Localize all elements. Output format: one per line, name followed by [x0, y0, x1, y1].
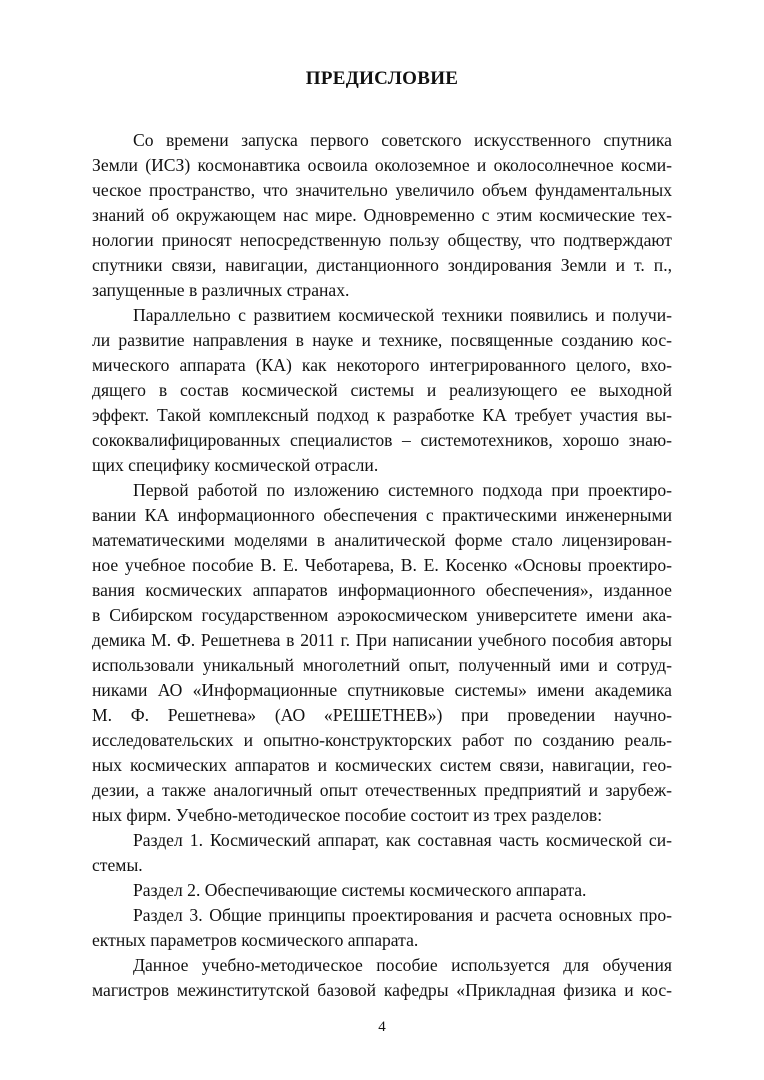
page-title: ПРЕДИСЛОВИЕ — [305, 68, 459, 89]
text-line: магистров межинститутской базовой кафедры «Прикладная физика и кос- — [92, 980, 672, 1000]
text-line: ектных параметров космического аппарата. — [92, 930, 419, 950]
text-line: вания космических аппаратов информационного обеспечения», изданное — [92, 580, 672, 600]
text-line: никами АО «Информационные спутниковые системы» имени академика — [92, 680, 672, 700]
text-line: спутники связи, навигации, дистанционного зондирования Земли и т. п., — [92, 255, 672, 275]
text-line: Данное учебно-методическое пособие используется для обучения — [133, 955, 672, 975]
text-line: знаний об окружающем нас мире. Одновременно с этим космические тех- — [92, 205, 672, 225]
text-line: ных космических аппаратов и космических систем связи, навигации, гео- — [92, 755, 672, 775]
text-line: мического аппарата (КА) как некоторого интегрированного целого, вхо- — [92, 355, 672, 375]
text-line: исследовательских и опытно-конструкторских работ по созданию реаль- — [92, 730, 672, 750]
text-line: использовали уникальный многолетний опыт, полученный ими и сотруд- — [92, 655, 672, 675]
text-line: Раздел 1. Космический аппарат, как составная часть космической си- — [133, 830, 672, 850]
text-line: нологии приносят непосредственную пользу обществу, что подтверждают — [92, 230, 672, 250]
text-line: Земли (ИСЗ) космонавтика освоила околоземное и околосолнечное косми- — [92, 155, 672, 175]
text-line: демика М. Ф. Решетнева в 2011 г. При написании учебного пособия авторы — [92, 630, 672, 650]
text-line: ных фирм. Учебно-методическое пособие состоит из трех разделов: — [92, 805, 603, 825]
text-line: стемы. — [92, 855, 143, 875]
text-line: математическими моделями в аналитической форме стало лицензирован- — [92, 530, 672, 550]
text-line: дящего в состав космической системы и реализующего ее выходной — [92, 380, 672, 400]
text-line: Первой работой по изложению системного подхода при проектиро- — [133, 480, 672, 500]
text-line: эффект. Такой комплексный подход к разработке КА требует участия вы- — [92, 405, 672, 425]
page-number: 4 — [378, 1019, 386, 1035]
text-line: Параллельно с развитием космической техники появились и получи- — [133, 305, 672, 325]
text-line: Раздел 2. Обеспечивающие системы космического аппарата. — [133, 880, 587, 900]
text-line: вании КА информационного обеспечения с практическими инженерными — [92, 505, 672, 525]
text-line: дезии, а также аналогичный опыт отечественных предприятий и зарубеж- — [92, 780, 672, 800]
text-line: в Сибирском государственном аэрокосмическом университете имени ака- — [92, 605, 672, 625]
text-line: Раздел 3. Общие принципы проектирования и расчета основных про- — [133, 905, 672, 925]
text-line: М. Ф. Решетнева» (АО «РЕШЕТНЕВ») при проведении научно- — [92, 705, 672, 725]
text-line: сококвалифицированных специалистов – системотехников, хорошо знаю- — [92, 430, 672, 450]
text-line: щих специфику космической отрасли. — [92, 455, 379, 475]
text-line: ческое пространство, что значительно увеличило объем фундаментальных — [92, 180, 672, 200]
text-line: Со времени запуска первого советского искусственного спутника — [133, 130, 672, 150]
text-line: запущенные в различных странах. — [92, 280, 350, 300]
text-line: ное учебное пособие В. Е. Чеботарева, В. Е. Косенко «Основы проектиро- — [92, 555, 672, 575]
text-line: ли развитие направления в науке и технике, посвященные созданию кос- — [92, 330, 672, 350]
